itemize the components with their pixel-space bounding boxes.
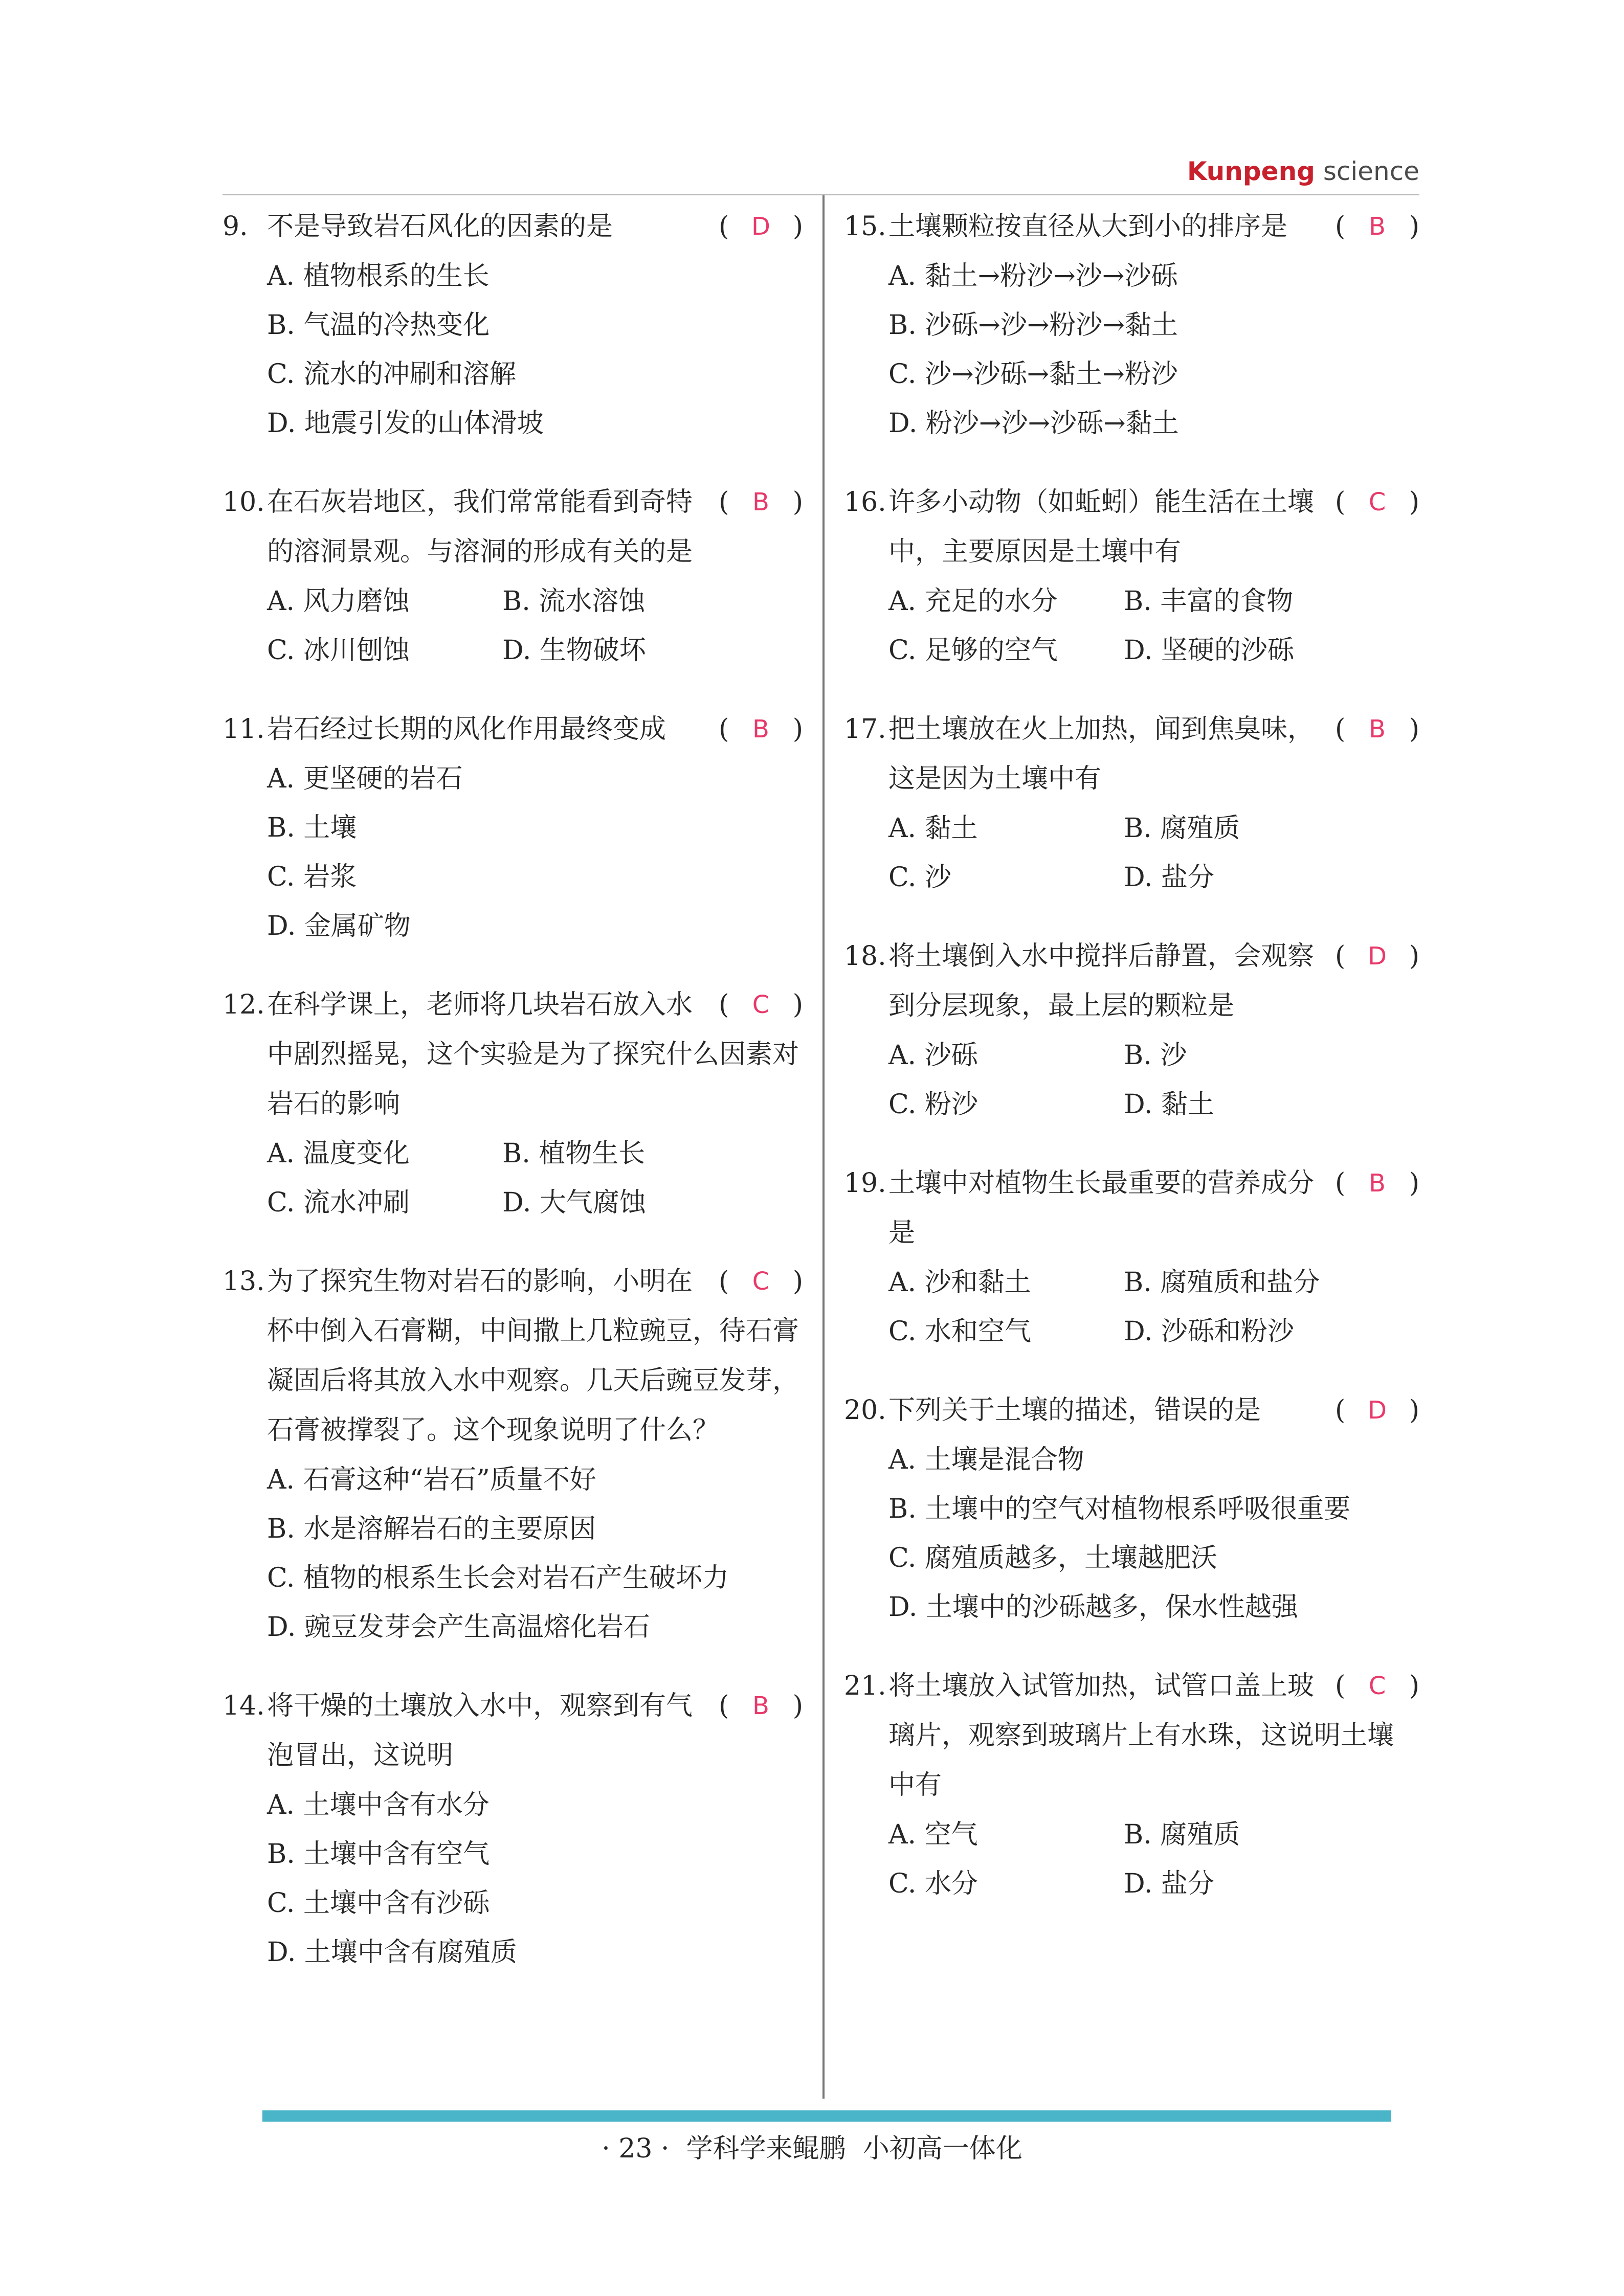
option-a: A. 充足的水分 xyxy=(888,586,1058,617)
answer-close-paren: ) xyxy=(1409,941,1419,972)
answer-close-paren: ) xyxy=(792,989,803,1020)
question-text xyxy=(888,202,1419,252)
option-a: A. 沙和黏土 xyxy=(888,1267,1031,1298)
option-c: C. 沙 xyxy=(888,862,951,893)
options-list xyxy=(223,577,803,675)
option-b: B. 流水溶蚀 xyxy=(502,586,646,617)
answer-box xyxy=(719,478,803,527)
option-b: B. 水是溶解岩石的主要原因 xyxy=(267,1514,596,1544)
question-15 xyxy=(844,202,1419,448)
question-text-content: 将干燥的土壤放入水中，观察到有气泡冒出，这说明 xyxy=(267,1691,693,1771)
question-13 xyxy=(223,1257,803,1652)
option-d: D. 豌豆发芽会产生高温熔化岩石 xyxy=(267,1612,650,1642)
answer-letter: B xyxy=(752,715,769,744)
question-number: 18. xyxy=(844,941,886,972)
option-d: D. 金属矿物 xyxy=(267,911,411,941)
question-number: 14. xyxy=(223,1691,265,1721)
answer-close-paren: ) xyxy=(1409,1671,1419,1701)
question-stem xyxy=(223,1681,803,1781)
options-list xyxy=(223,1129,803,1227)
answer-open-paren: ( xyxy=(719,989,729,1020)
option-c: C. 流水冲刷 xyxy=(267,1187,410,1218)
options-list xyxy=(844,252,1419,448)
question-stem xyxy=(844,202,1419,252)
question-stem xyxy=(223,202,803,252)
question-14 xyxy=(223,1681,803,1977)
answer-box xyxy=(719,202,803,252)
option-b: B. 沙砾→沙→粉沙→黏土 xyxy=(888,310,1178,341)
answer-box xyxy=(1335,1386,1419,1435)
question-number: 12. xyxy=(223,989,265,1020)
options-list xyxy=(844,1031,1419,1129)
question-text-content: 岩石经过长期的风化作用最终变成 xyxy=(267,714,666,745)
answer-letter: C xyxy=(752,991,770,1019)
answer-open-paren: ( xyxy=(719,1266,729,1297)
question-number: 15. xyxy=(844,211,886,242)
option-d: D. 大气腐蚀 xyxy=(502,1187,646,1218)
options-list xyxy=(844,1435,1419,1632)
answer-open-paren: ( xyxy=(1335,941,1346,972)
option-a: A. 石膏这种“岩石”质量不好 xyxy=(267,1465,596,1495)
option-b: B. 土壤中含有空气 xyxy=(267,1839,490,1870)
option-b: B. 沙 xyxy=(1124,1040,1187,1071)
question-text xyxy=(888,932,1419,1031)
option-c: C. 岩浆 xyxy=(267,862,357,892)
question-stem xyxy=(844,932,1419,1031)
question-text xyxy=(267,705,803,754)
option-b: B. 气温的冷热变化 xyxy=(267,310,490,341)
answer-open-paren: ( xyxy=(1335,714,1346,745)
footer-title: 学科学来鲲鹏 小初高一体化 xyxy=(686,2133,1022,2164)
answer-letter: C xyxy=(1368,1672,1386,1700)
option-a: A. 更坚硬的岩石 xyxy=(267,763,463,794)
question-text xyxy=(888,1159,1419,1258)
option-a: A. 空气 xyxy=(888,1819,978,1850)
question-stem xyxy=(844,1661,1419,1810)
option-c: C. 粉沙 xyxy=(888,1089,978,1120)
options-list xyxy=(844,577,1419,675)
question-number: 21. xyxy=(844,1671,886,1701)
column-divider xyxy=(822,195,825,2099)
question-text-content: 将土壤放入试管加热，试管口盖上玻璃片，观察到玻璃片上有水珠，这说明土壤中有 xyxy=(888,1671,1394,1800)
answer-open-paren: ( xyxy=(1335,211,1346,242)
option-a: A. 温度变化 xyxy=(267,1138,410,1169)
option-d: D. 黏土 xyxy=(1124,1089,1214,1120)
question-21 xyxy=(844,1661,1419,1908)
option-a: A. 风力磨蚀 xyxy=(267,586,410,617)
option-a: A. 黏土 xyxy=(888,813,978,844)
options-list xyxy=(223,1781,803,1977)
options-list xyxy=(844,804,1419,902)
answer-letter: B xyxy=(1369,212,1386,241)
answer-close-paren: ) xyxy=(1409,211,1419,242)
question-text-content: 许多小动物（如蚯蚓）能生活在土壤中，主要原因是土壤中有 xyxy=(888,487,1315,567)
option-c: C. 植物的根系生长会对岩石产生破坏力 xyxy=(267,1563,729,1593)
option-b: B. 腐殖质 xyxy=(1124,1819,1240,1850)
answer-box xyxy=(719,1681,803,1731)
answer-letter: B xyxy=(1369,715,1386,744)
answer-close-paren: ) xyxy=(1409,1168,1419,1199)
answer-close-paren: ) xyxy=(1409,487,1419,517)
question-stem xyxy=(844,1386,1419,1435)
question-text-content: 把土壤放在火上加热，闻到焦臭味，这是因为土壤中有 xyxy=(888,714,1315,794)
answer-letter: D xyxy=(751,212,770,241)
options-list xyxy=(223,1455,803,1652)
option-c: C. 流水的冲刷和溶解 xyxy=(267,359,516,390)
question-text xyxy=(888,1386,1419,1435)
option-c: C. 腐殖质越多，土壤越肥沃 xyxy=(888,1543,1217,1573)
question-17 xyxy=(844,705,1419,902)
options-list xyxy=(844,1258,1419,1356)
question-number: 11. xyxy=(223,714,265,745)
answer-open-paren: ( xyxy=(719,714,729,745)
answer-box xyxy=(1335,202,1419,252)
option-c: C. 冰川刨蚀 xyxy=(267,635,410,666)
answer-open-paren: ( xyxy=(719,487,729,517)
question-text xyxy=(267,202,803,252)
option-c: C. 水和空气 xyxy=(888,1316,1031,1347)
question-12 xyxy=(223,980,803,1227)
option-d: D. 地震引发的山体滑坡 xyxy=(267,408,544,439)
answer-letter: C xyxy=(752,1267,770,1296)
answer-open-paren: ( xyxy=(1335,487,1346,517)
question-18 xyxy=(844,932,1419,1129)
brand-subtitle: science xyxy=(1315,156,1419,186)
question-number: 19. xyxy=(844,1168,886,1199)
options-list xyxy=(223,252,803,448)
question-text-content: 为了探究生物对岩石的影响，小明在杯中倒入石膏糊，中间撒上几粒豌豆，待石膏凝固后将其放入水中观察。几天后豌豆发芽，石膏被撑裂了。这个现象说明了什么？ xyxy=(267,1266,799,1446)
question-stem xyxy=(844,705,1419,804)
answer-letter: C xyxy=(1368,488,1386,516)
option-d: D. 土壤中的沙砾越多，保水性越强 xyxy=(888,1592,1298,1623)
options-list xyxy=(844,1810,1419,1908)
answer-box xyxy=(1335,705,1419,754)
question-number: 16. xyxy=(844,487,886,517)
left-column xyxy=(223,202,803,2007)
question-stem xyxy=(844,478,1419,577)
answer-box xyxy=(719,705,803,754)
answer-box xyxy=(1335,932,1419,981)
question-number: 20. xyxy=(844,1395,886,1426)
answer-open-paren: ( xyxy=(1335,1671,1346,1701)
page-number: · 23 · xyxy=(602,2133,670,2164)
header-brand xyxy=(1187,153,1419,189)
answer-box xyxy=(1335,1661,1419,1711)
question-number: 9. xyxy=(223,211,248,242)
question-text-content: 土壤中对植物生长最重要的营养成分是 xyxy=(888,1168,1315,1248)
answer-close-paren: ) xyxy=(792,487,803,517)
question-text xyxy=(888,478,1419,577)
option-d: D. 生物破坏 xyxy=(502,635,646,666)
answer-box xyxy=(1335,478,1419,527)
question-20 xyxy=(844,1386,1419,1632)
option-c: C. 土壤中含有沙砾 xyxy=(267,1888,490,1919)
answer-open-paren: ( xyxy=(719,211,729,242)
question-text-content: 在科学课上，老师将几块岩石放入水中剧烈摇晃，这个实验是为了探究什么因素对岩石的影响 xyxy=(267,989,799,1119)
question-stem xyxy=(223,980,803,1129)
answer-close-paren: ) xyxy=(792,714,803,745)
option-b: B. 土壤 xyxy=(267,813,357,843)
option-d: D. 盐分 xyxy=(1124,1869,1214,1899)
answer-open-paren: ( xyxy=(719,1691,729,1721)
answer-box xyxy=(1335,1159,1419,1208)
option-c: C. 足够的空气 xyxy=(888,635,1058,666)
question-11 xyxy=(223,705,803,951)
option-c: C. 水分 xyxy=(888,1869,978,1899)
option-d: D. 坚硬的沙砾 xyxy=(1124,635,1294,666)
option-a: A. 沙砾 xyxy=(888,1040,978,1071)
answer-close-paren: ) xyxy=(792,211,803,242)
option-d: D. 土壤中含有腐殖质 xyxy=(267,1937,517,1968)
answer-open-paren: ( xyxy=(1335,1395,1346,1426)
question-10 xyxy=(223,478,803,675)
question-text xyxy=(267,478,803,577)
question-9 xyxy=(223,202,803,448)
question-text-content: 将土壤倒入水中搅拌后静置，会观察到分层现象，最上层的颗粒是 xyxy=(888,941,1315,1021)
question-stem xyxy=(223,478,803,577)
question-text-content: 下列关于土壤的描述，错误的是 xyxy=(888,1395,1261,1426)
option-b: B. 土壤中的空气对植物根系呼吸很重要 xyxy=(888,1494,1351,1524)
question-number: 13. xyxy=(223,1266,265,1297)
option-a: A. 黏土→粉沙→沙→沙砾 xyxy=(888,261,1178,291)
question-number: 17. xyxy=(844,714,886,745)
option-b: B. 植物生长 xyxy=(502,1138,646,1169)
brand-name: Kunpeng xyxy=(1187,156,1315,186)
question-text-content: 土壤颗粒按直径从大到小的排序是 xyxy=(888,211,1288,242)
question-19 xyxy=(844,1159,1419,1356)
options-list xyxy=(223,754,803,951)
option-b: B. 腐殖质和盐分 xyxy=(1124,1267,1320,1298)
answer-letter: D xyxy=(1368,942,1387,971)
answer-letter: D xyxy=(1368,1396,1387,1425)
answer-close-paren: ) xyxy=(792,1266,803,1297)
footer-bar xyxy=(262,2110,1391,2122)
right-column xyxy=(844,202,1419,1938)
question-text xyxy=(267,980,803,1129)
answer-open-paren: ( xyxy=(1335,1168,1346,1199)
option-b: B. 丰富的食物 xyxy=(1124,586,1294,617)
question-text xyxy=(267,1681,803,1781)
option-d: D. 粉沙→沙→沙砾→黏土 xyxy=(888,408,1179,439)
question-stem xyxy=(223,705,803,754)
answer-close-paren: ) xyxy=(792,1691,803,1721)
answer-letter: B xyxy=(1369,1169,1386,1198)
question-number: 10. xyxy=(223,487,265,517)
answer-box xyxy=(719,1257,803,1307)
header-divider xyxy=(223,194,1419,195)
question-stem xyxy=(844,1159,1419,1258)
option-a: A. 植物根系的生长 xyxy=(267,261,490,291)
answer-letter: B xyxy=(752,488,769,516)
question-text-content: 在石灰岩地区，我们常常能看到奇特的溶洞景观。与溶洞的形成有关的是 xyxy=(267,487,693,567)
answer-close-paren: ) xyxy=(1409,714,1419,745)
question-text xyxy=(888,1661,1419,1810)
option-a: A. 土壤中含有水分 xyxy=(267,1790,490,1820)
question-text-content: 不是导致岩石风化的因素的是 xyxy=(267,211,613,242)
option-d: D. 盐分 xyxy=(1124,862,1214,893)
footer xyxy=(0,2130,1624,2168)
option-b: B. 腐殖质 xyxy=(1124,813,1240,844)
option-a: A. 土壤是混合物 xyxy=(888,1445,1084,1475)
question-text xyxy=(888,705,1419,804)
answer-box xyxy=(719,980,803,1030)
option-d: D. 沙砾和粉沙 xyxy=(1124,1316,1294,1347)
answer-close-paren: ) xyxy=(1409,1395,1419,1426)
answer-letter: B xyxy=(752,1692,769,1720)
question-16 xyxy=(844,478,1419,675)
question-stem xyxy=(223,1257,803,1455)
question-text xyxy=(267,1257,803,1455)
option-c: C. 沙→沙砾→黏土→粉沙 xyxy=(888,359,1178,390)
